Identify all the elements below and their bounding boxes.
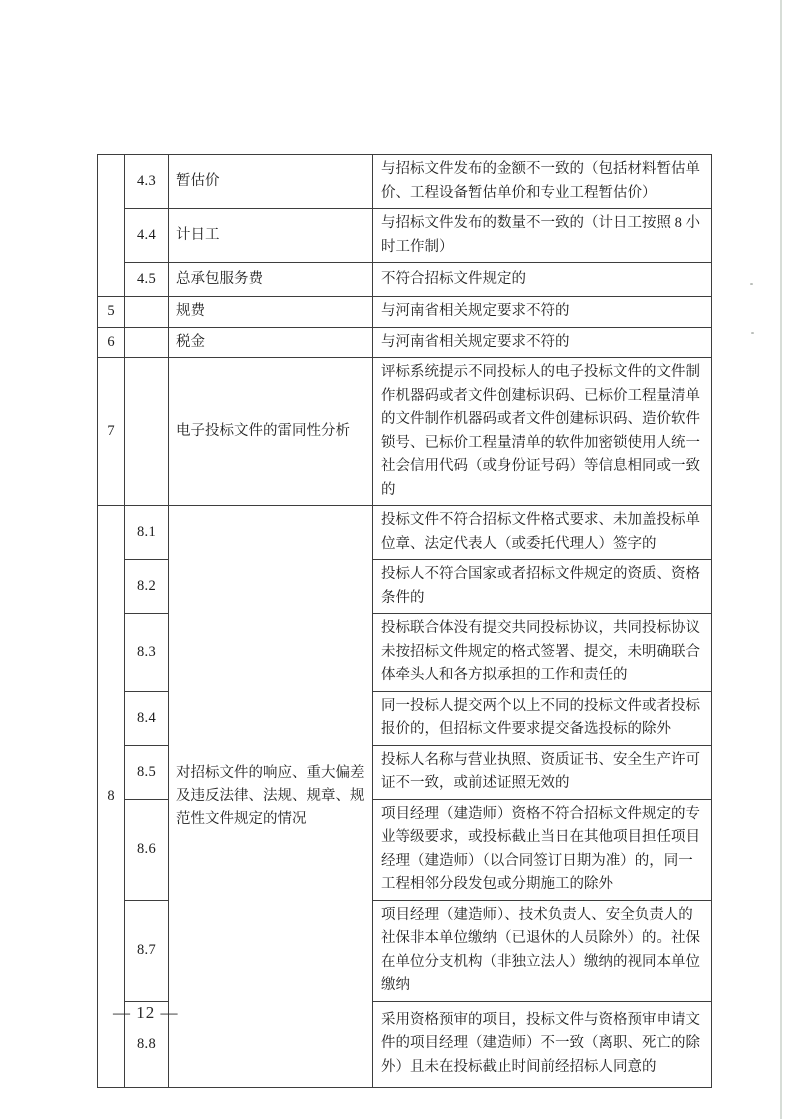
- cell-desc-4-5: 不符合招标文件规定的: [373, 263, 712, 297]
- cell-desc-8-1: 投标文件不符合招标文件格式要求、未加盖投标单位章、法定代表人（或委托代理人）签字的: [373, 506, 712, 560]
- cell-sub-4-4: 4.4: [125, 209, 169, 263]
- cell-item-5: 规费: [169, 297, 373, 328]
- cell-desc-4-3: 与招标文件发布的金额不一致的（包括材料暂估单价、工程设备暂估单价和专业工程暂估价）: [373, 155, 712, 209]
- table-row: [98, 358, 712, 506]
- cell-desc-8-7: 项目经理（建造师）、技术负责人、安全负责人的社保非本单位缴纳（已退休的人员除外）的。社保在单位分支机构（非独立法人）缴纳的视同本单位缴纳: [373, 900, 712, 1001]
- cell-sub-7: [125, 358, 169, 506]
- cell-serial-8: 8: [98, 506, 125, 1088]
- cell-item-8: 对招标文件的响应、重大偏差及违反法律、法规、规章、规范性文件规定的情况: [169, 506, 373, 1088]
- cell-serial-7: 7: [98, 358, 125, 506]
- cell-sub-8-7: 8.7: [125, 900, 169, 1001]
- table-row: [98, 263, 712, 297]
- cell-sub-8-2: 8.2: [125, 560, 169, 614]
- cell-item-4-3: 暂估价: [169, 155, 373, 209]
- cell-item-7: 电子投标文件的雷同性分析: [169, 358, 373, 506]
- cell-sub-8-3: 8.3: [125, 614, 169, 692]
- cell-sub-4-5: 4.5: [125, 263, 169, 297]
- cell-sub-6: [125, 327, 169, 358]
- cell-desc-8-6: 项目经理（建造师）资格不符合招标文件规定的专业等级要求，或投标截止当日在其他项目担任项目经理（建造师）（以合同签订日期为准）的，同一工程相邻分段发包或分期施工的除外: [373, 799, 712, 900]
- cell-desc-7: 评标系统提示不同投标人的电子投标文件的文件制作机器码或者文件创建标识码、已标价工程量清单的文件制作机器码或者文件创建标识码、造价软件锁号、已标价工程量清单的软件加密锁使用人统一社会信用代码（或身份证号码）等信息相同或一致的: [373, 358, 712, 506]
- cell-item-4-4: 计日工: [169, 209, 373, 263]
- cell-desc-8-4: 同一投标人提交两个以上不同的投标文件或者投标报价的，但招标文件要求提交备选投标的除外: [373, 691, 712, 745]
- cell-desc-6: 与河南省相关规定要求不符的: [373, 327, 712, 358]
- cell-serial-5: 5: [98, 297, 125, 328]
- scan-edge-artifact: [780, 0, 782, 1119]
- cell-sub-8-8: 8.8: [125, 1001, 169, 1087]
- cell-serial-6: 6: [98, 327, 125, 358]
- cell-sub-8-4: 8.4: [125, 691, 169, 745]
- table-row: [98, 155, 712, 209]
- cell-desc-8-5: 投标人名称与营业执照、资质证书、安全生产许可证不一致，或前述证照无效的: [373, 745, 712, 799]
- cell-desc-8-8: 采用资格预审的项目，投标文件与资格预审申请文件的项目经理（建造师）不一致（离职、死亡的除外）且未在投标截止时间前经招标人同意的: [373, 1001, 712, 1087]
- cell-sub-8-5: 8.5: [125, 745, 169, 799]
- cell-sub-4-3: 4.3: [125, 155, 169, 209]
- table-row: [98, 209, 712, 263]
- table-row: [98, 506, 712, 560]
- page-number: — 12 —: [113, 1003, 179, 1022]
- scan-speck: [750, 283, 753, 285]
- table-row: [98, 327, 712, 358]
- cell-desc-8-3: 投标联合体没有提交共同投标协议，共同投标协议未按招标文件规定的格式签署、提交，未明确联合体牵头人和各方拟承担的工作和责任的: [373, 614, 712, 692]
- cell-desc-8-2: 投标人不符合国家或者招标文件规定的资质、资格条件的: [373, 560, 712, 614]
- scan-speck: [751, 332, 754, 334]
- evaluation-criteria-table: [97, 154, 712, 1088]
- cell-sub-8-6: 8.6: [125, 799, 169, 900]
- cell-item-4-5: 总承包服务费: [169, 263, 373, 297]
- cell-serial-4: [98, 155, 125, 297]
- cell-sub-8-1: 8.1: [125, 506, 169, 560]
- cell-desc-5: 与河南省相关规定要求不符的: [373, 297, 712, 328]
- table-row: [98, 297, 712, 328]
- cell-item-6: 税金: [169, 327, 373, 358]
- cell-desc-4-4: 与招标文件发布的数量不一致的（计日工按照 8 小时工作制）: [373, 209, 712, 263]
- cell-sub-5: [125, 297, 169, 328]
